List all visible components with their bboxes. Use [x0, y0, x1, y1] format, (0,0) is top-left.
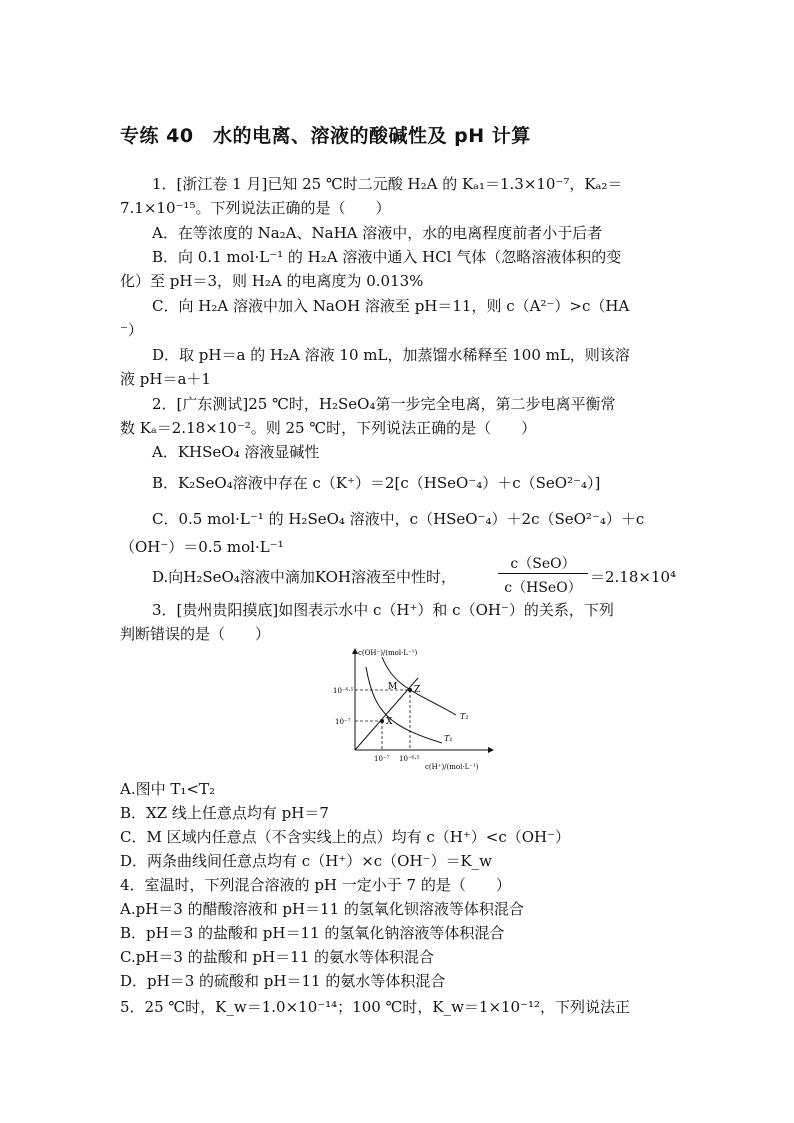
y-tick-high: 10⁻⁶·⁵	[333, 687, 354, 695]
point-x-dot	[380, 719, 384, 723]
q5-stem-line-1: 5．25 ℃时，K_w＝1.0×10⁻¹⁴；100 ℃时，K_w＝1×10⁻¹²，下列说法正	[120, 998, 631, 1016]
q1-option-a: A．在等浓度的 Na₂A、NaHA 溶液中，水的电离程度前者小于后者	[152, 224, 603, 242]
q3-stem-line-1: 3．[贵州贵阳摸底]如图表示水中 c（H⁺）和 c（OH⁻）的关系，下列	[152, 601, 614, 619]
q3-option-c: C．M 区域内任意点（不含实线上的点）均有 c（H⁺）<c（OH⁻）	[120, 828, 571, 846]
q2-stem-line-2: 数 Kₐ＝2.18×10⁻²。则 25 ℃时，下列说法正确的是（ ）	[120, 419, 537, 437]
x-tick-low: 10⁻⁷	[374, 755, 390, 763]
q3-stem-line-2: 判断错误的是（ ）	[120, 625, 271, 643]
label-x: X	[386, 717, 393, 727]
q2-option-c-line-2: （OH⁻）＝0.5 mol·L⁻¹	[120, 538, 284, 556]
x-axis-label: c(H⁺)/(mol·L⁻¹)	[425, 763, 479, 771]
fraction-denominator: c（HSeO）	[504, 580, 582, 596]
q2-option-c-line-1: C．0.5 mol·L⁻¹ 的 H₂SeO₄ 溶液中，c（HSeO⁻₄）＋2c（SeO²⁻₄）＋c	[152, 510, 645, 528]
q1-option-c-line-1: C．向 H₂A 溶液中加入 NaOH 溶液至 pH＝11，则 c（A²⁻）>c（HA	[152, 297, 630, 315]
q3-graph	[330, 645, 510, 773]
q1-stem-line-1: 1．[浙江卷 1 月]已知 25 ℃时二元酸 H₂A 的 Kₐ₁＝1.3×10⁻⁷，Kₐ₂＝	[152, 175, 623, 193]
point-z-dot	[408, 688, 412, 692]
q2-option-d-tail: ＝2.18×10⁴	[590, 568, 677, 586]
q2-option-b: B．K₂SeO₄溶液中存在 c（K⁺）＝2[c（HSeO⁻₄）＋c（SeO²⁻₄）]	[152, 474, 601, 492]
label-t1: T₁	[444, 734, 453, 743]
q2-option-d-fraction	[498, 553, 588, 597]
q4-option-c: C.pH＝3 的盐酸和 pH＝11 的氨水等体积混合	[120, 948, 435, 966]
q2-option-d: D.向H₂SeO₄溶液中滴加KOH溶液至中性时，	[152, 568, 457, 586]
x-tick-high: 10⁻⁶·⁵	[399, 755, 420, 763]
page-title: 专练 40 水的电离、溶液的酸碱性及 pH 计算	[120, 125, 531, 147]
label-m: M	[388, 682, 398, 692]
q1-option-d-line-2: 液 pH＝a＋1	[120, 370, 211, 388]
q2-option-a: A．KHSeO₄ 溶液显碱性	[152, 443, 320, 461]
q3-option-d: D．两条曲线间任意点均有 c（H⁺）×c（OH⁻）＝K_w	[120, 852, 493, 870]
q2-stem-line-1: 2．[广东测试]25 ℃时，H₂SeO₄第一步完全电离，第二步电离平衡常	[152, 395, 616, 413]
fraction-numerator: c（SeO）	[510, 556, 576, 572]
q3-option-a: A.图中 T₁<T₂	[120, 780, 215, 798]
q1-option-b-line-2: 化）至 pH＝3，则 H₂A 的电离度为 0.013%	[120, 272, 424, 290]
q1-option-c-line-2: ⁻）	[120, 321, 143, 339]
y-axis-label: c(OH⁻)/(mol·L⁻¹)	[358, 649, 418, 657]
q1-stem-line-2: 7.1×10⁻¹⁵。下列说法正确的是（ ）	[120, 199, 391, 217]
label-t2: T₂	[460, 712, 469, 721]
q4-option-b: B．pH＝3 的盐酸和 pH＝11 的氢氧化钠溶液等体积混合	[120, 924, 505, 942]
q1-option-d-line-1: D．取 pH＝a 的 H₂A 溶液 10 mL，加蒸馏水稀释至 100 mL，则该溶	[152, 346, 630, 364]
q4-option-a: A.pH＝3 的醋酸溶液和 pH＝11 的氢氧化钡溶液等体积混合	[120, 900, 524, 918]
q3-figure	[330, 645, 510, 777]
curve-t1	[366, 667, 442, 743]
q4-stem: 4．室温时，下列混合溶液的 pH 一定小于 7 的是（ ）	[120, 876, 511, 894]
q1-option-b-line-1: B．向 0.1 mol·L⁻¹ 的 H₂A 溶液中通入 HCl 气体（忽略溶液体积的变	[152, 248, 622, 266]
fraction-bar	[498, 573, 588, 574]
x-axis-arrow	[488, 747, 494, 753]
q4-option-d: D．pH＝3 的硫酸和 pH＝11 的氨水等体积混合	[120, 972, 446, 990]
q3-option-b: B．XZ 线上任意点均有 pH＝7	[120, 804, 329, 822]
label-z: Z	[414, 685, 421, 695]
y-tick-low: 10⁻⁷	[335, 718, 351, 726]
